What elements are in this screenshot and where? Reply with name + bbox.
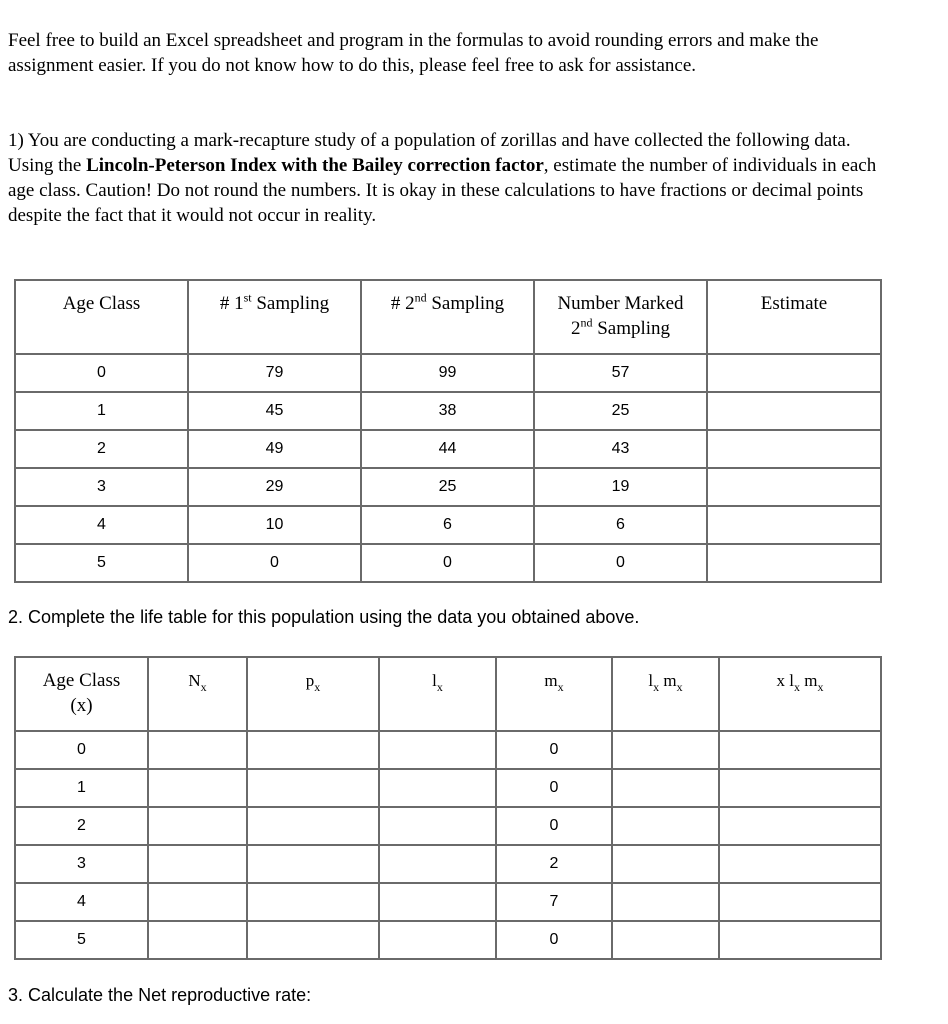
- cell-age-class: 5: [15, 544, 188, 582]
- cell-age-class: 5: [15, 921, 148, 959]
- header-second-sampling: # 2nd Sampling: [361, 280, 534, 354]
- cell-x-lx-mx: [719, 807, 881, 845]
- cell-first-sampling: 45: [188, 392, 361, 430]
- table-row: [15, 506, 881, 544]
- cell-lx: [379, 883, 496, 921]
- cell-number-marked: 19: [534, 468, 707, 506]
- cell-age-class: 3: [15, 845, 148, 883]
- cell-mx: 7: [496, 883, 612, 921]
- intro-paragraph: Feel free to build an Excel spreadsheet and program in the formulas to avoid rounding errors and make the assignment easier. If you do not know how to do this, please feel free to ask for assistance.: [8, 30, 819, 76]
- cell-mx: 0: [496, 807, 612, 845]
- cell-first-sampling: 10: [188, 506, 361, 544]
- cell-lx-mx: [612, 769, 719, 807]
- header-lx: $l_x$: [379, 657, 496, 731]
- cell-nx: [148, 845, 247, 883]
- header-px: $p_x$: [247, 657, 379, 731]
- cell-second-sampling: 38: [361, 392, 534, 430]
- header-lx-mx: $l_x$ $m_x$: [612, 657, 719, 731]
- cell-lx-mx: [612, 845, 719, 883]
- cell-lx: [379, 845, 496, 883]
- table-row: [15, 468, 881, 506]
- cell-estimate: [707, 506, 881, 544]
- cell-first-sampling: 0: [188, 544, 361, 582]
- cell-x-lx-mx: [719, 883, 881, 921]
- cell-mx: 0: [496, 731, 612, 769]
- cell-first-sampling: 49: [188, 430, 361, 468]
- mark-recapture-table: [14, 279, 882, 583]
- question-1: [8, 128, 888, 228]
- table-row: [15, 392, 881, 430]
- cell-px: [247, 845, 379, 883]
- cell-x-lx-mx: [719, 731, 881, 769]
- cell-age-class: 1: [15, 769, 148, 807]
- cell-age-class: 1: [15, 392, 188, 430]
- cell-nx: [148, 921, 247, 959]
- cell-estimate: [707, 544, 881, 582]
- table-row: [15, 544, 881, 582]
- table-row: [15, 883, 881, 921]
- table-header-row: [15, 280, 881, 354]
- header-first-sampling: # 1st Sampling: [188, 280, 361, 354]
- table-row: [15, 769, 881, 807]
- cell-number-marked: 6: [534, 506, 707, 544]
- cell-lx-mx: [612, 883, 719, 921]
- cell-age-class: 0: [15, 354, 188, 392]
- cell-number-marked: 43: [534, 430, 707, 468]
- cell-px: [247, 807, 379, 845]
- life-table: [14, 656, 882, 960]
- cell-mx: 0: [496, 921, 612, 959]
- cell-estimate: [707, 430, 881, 468]
- cell-nx: [148, 769, 247, 807]
- cell-number-marked: 0: [534, 544, 707, 582]
- cell-age-class: 2: [15, 430, 188, 468]
- cell-mx: 0: [496, 769, 612, 807]
- header-mx: $m_x$: [496, 657, 612, 731]
- cell-second-sampling: 0: [361, 544, 534, 582]
- table-row: [15, 354, 881, 392]
- question-3: 3. Calculate the Net reproductive rate:: [8, 985, 312, 1005]
- cell-lx: [379, 769, 496, 807]
- table-row: [15, 921, 881, 959]
- cell-second-sampling: 99: [361, 354, 534, 392]
- cell-px: [247, 731, 379, 769]
- cell-lx: [379, 921, 496, 959]
- cell-second-sampling: 44: [361, 430, 534, 468]
- cell-second-sampling: 6: [361, 506, 534, 544]
- cell-mx: 2: [496, 845, 612, 883]
- cell-number-marked: 57: [534, 354, 707, 392]
- cell-age-class: 0: [15, 731, 148, 769]
- cell-x-lx-mx: [719, 921, 881, 959]
- header-x-lx-mx: x $l_x$ $m_x$: [719, 657, 881, 731]
- header-nx: $N_x$: [148, 657, 247, 731]
- cell-nx: [148, 731, 247, 769]
- cell-number-marked: 25: [534, 392, 707, 430]
- cell-x-lx-mx: [719, 769, 881, 807]
- cell-px: [247, 883, 379, 921]
- cell-lx: [379, 731, 496, 769]
- cell-age-class: 4: [15, 506, 188, 544]
- table-row: [15, 731, 881, 769]
- question-1-text-a: 1) You are conducting a mark-recapture study of a population of zorillas and have collected the following data. Using the: [8, 130, 851, 176]
- cell-first-sampling: 79: [188, 354, 361, 392]
- question-1-text-b: , estimate the number of individuals in each age class. Caution! Do not round the numbers. It is okay in these calculations to have fractions or decimal points despite the fact that it would not occur in reality.: [8, 155, 877, 226]
- cell-x-lx-mx: [719, 845, 881, 883]
- cell-px: [247, 769, 379, 807]
- question-1-bold: Lincoln-Peterson Index with the Bailey correction factor: [86, 155, 544, 176]
- cell-lx-mx: [612, 807, 719, 845]
- cell-first-sampling: 29: [188, 468, 361, 506]
- header-age-class: Age Class: [15, 280, 188, 354]
- cell-nx: [148, 807, 247, 845]
- cell-px: [247, 921, 379, 959]
- cell-second-sampling: 25: [361, 468, 534, 506]
- cell-nx: [148, 883, 247, 921]
- cell-lx-mx: [612, 921, 719, 959]
- header-age-class-x: Age Class (x): [15, 657, 148, 731]
- question-2: 2. Complete the life table for this population using the data you obtained above.: [8, 607, 640, 627]
- cell-age-class: 2: [15, 807, 148, 845]
- table-row: [15, 807, 881, 845]
- cell-age-class: 4: [15, 883, 148, 921]
- cell-lx-mx: [612, 731, 719, 769]
- table-header-row: [15, 657, 881, 731]
- table-row: [15, 430, 881, 468]
- table-row: [15, 845, 881, 883]
- cell-lx: [379, 807, 496, 845]
- header-estimate: Estimate: [707, 280, 881, 354]
- cell-age-class: 3: [15, 468, 188, 506]
- header-number-marked: Number Marked 2nd Sampling: [534, 280, 707, 354]
- cell-estimate: [707, 392, 881, 430]
- cell-estimate: [707, 354, 881, 392]
- cell-estimate: [707, 468, 881, 506]
